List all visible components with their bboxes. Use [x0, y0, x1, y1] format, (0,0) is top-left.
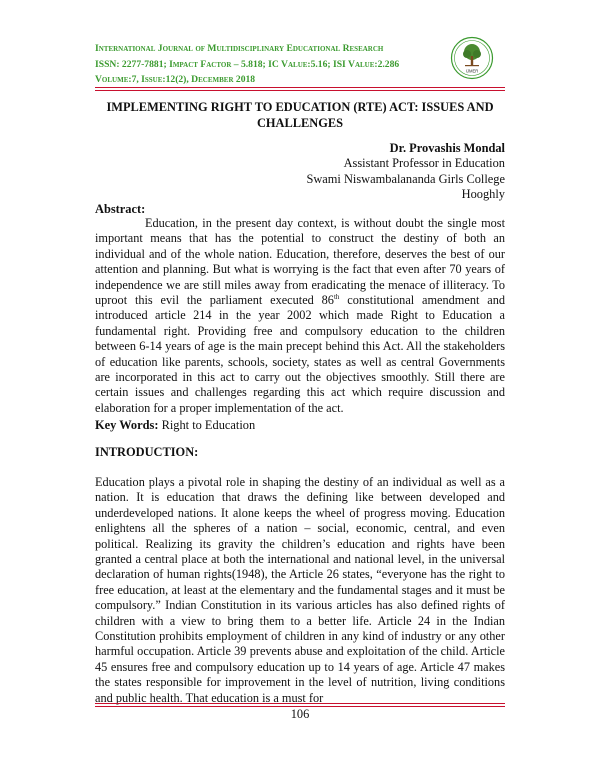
- abstract-text-part-2: constitutional amendment and introduced article 214 in the year 2002 which made Right to Education a fundamental right. Providing free and compulsory education to the children between 6-14 years of age is the main precept behind this Act. All the stakeholders of education like parents, schools, society, states as well as central Governments are incorporated in this act to carry out the objectives smoothly. Still there are certain issues and challenges regarding this act which require discussion and elaboration for a proper implementation of the act.: [95, 293, 505, 415]
- abstract-superscript: th: [333, 292, 340, 301]
- paper-title-line-2: CHALLENGES: [256, 116, 344, 130]
- page-number: 106: [290, 707, 310, 721]
- introduction-body: Education plays a pivotal role in shaping the destiny of an individual as well as a nation. It is education that draws the defining like between developed and underdeveloped nations. It alone keeps the wheel of progress moving. Education enlightens all the spheres of a nation – social, economic, central, and even political. Realizing its gravity the children’s education and rights have been granted a central place at both the international and national level, in the universal declaration of human rights(1948), the Article 26 states, “everyone has the right to free education, at least at the elementary and the fundamental stages and it must be compulsory.” Indian Constitution in its various articles has also defined rights of children with a view to bring them to a better life. Article 24 in the Indian Constitution prohibits employment of children in any kind of industry or any other harmful occupation. Article 39 prevents abuse and exploitation of the child. Article 45 ensures free and compulsory education up to 14 years of age. Article 47 makes the states responsible for improvement in the level of nutrition, living conditions and public health. That education is a must for: [95, 475, 505, 705]
- abstract-heading: Abstract:: [95, 202, 146, 216]
- journal-header: [95, 41, 435, 88]
- author-block: [306, 141, 505, 203]
- journal-logo: [450, 36, 494, 80]
- abstract-body: [95, 216, 505, 416]
- author-institution: Swami Niswambalananda Girls College: [306, 171, 505, 186]
- keywords-value: Right to Education: [161, 418, 256, 432]
- header-rule: [95, 87, 505, 88]
- paper-title: [95, 99, 505, 131]
- keywords: [95, 418, 255, 433]
- author-name: Dr. Provashis Mondal: [389, 141, 505, 155]
- keywords-label: Key Words:: [95, 418, 159, 432]
- logo-caption: IJMER: [465, 68, 479, 74]
- footer-rule: [95, 703, 505, 704]
- journal-issn-line: ISSN: 2277-7881; Impact Factor – 5.818; IC Value:5.16; ISI Value:2.286: [95, 58, 400, 70]
- abstract-text-part-1: Education, in the present day context, is without doubt the single most important means that has the potential to construct the destiny of both an individual and of the whole nation. Education, therefore, deserves the best of our attention and planning. But what is worrying is the fact that even after 70 years of independence we are still miles away from eradicating the menace of illiteracy. To uproot this evil the parliament executed 86: [95, 216, 505, 308]
- author-location: Hooghly: [461, 187, 505, 202]
- author-position: Assistant Professor in Education: [343, 156, 505, 171]
- journal-volume-line: Volume:7, Issue:12(2), December 2018: [95, 74, 256, 85]
- introduction-heading: INTRODUCTION:: [95, 445, 199, 459]
- tree-logo-icon: [450, 36, 494, 80]
- journal-name: International Journal of Multidisciplinary Educational Research: [95, 43, 384, 54]
- paper-title-line-1: IMPLEMENTING RIGHT TO EDUCATION (RTE) ACT: ISSUES AND: [106, 100, 494, 114]
- header-rule-thin: [95, 90, 505, 91]
